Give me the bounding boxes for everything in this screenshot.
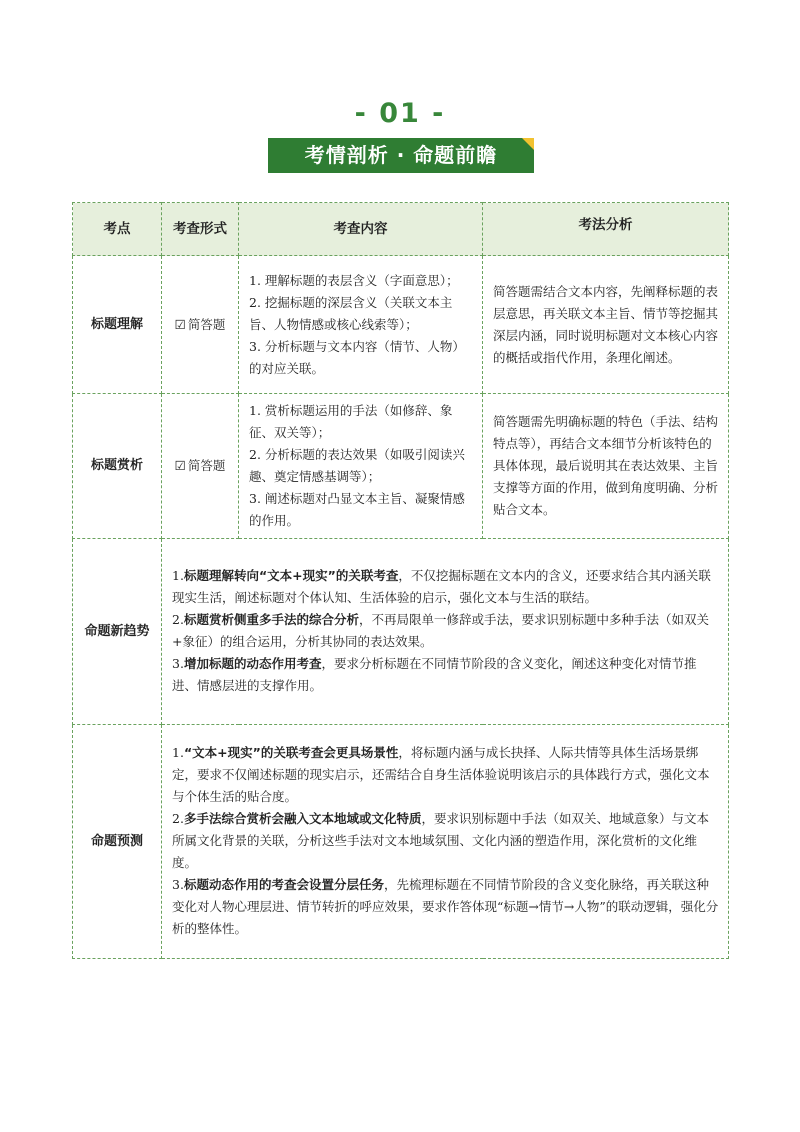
prediction-item: 3.标题动态作用的考查会设置分层任务，先梳理标题在不同情节阶段的含义变化脉络，再关联这种变化对人物心理层进、情节转折的呼应效果，要求作答体现“标题→情节→人物”的联动逻辑，强化分析的整体性。 xyxy=(172,876,719,936)
content-item: 2. 挖掘标题的深层含义（关联文本主旨、人物情感或核心线索等）； xyxy=(249,294,453,332)
section-number: - 01 - xyxy=(354,98,446,129)
banner-corner-decoration xyxy=(522,138,534,150)
topic-cell: 标题赏析 xyxy=(73,394,162,539)
content-cell xyxy=(239,394,483,539)
banner-title: 考情剖析 · 命题前瞻 xyxy=(304,143,498,167)
form-cell xyxy=(162,256,239,394)
analysis-cell: 简答题需先明确标题的特色（手法、结构特点等），再结合文本细节分析该特色的具体体现，最后说明其在表达效果、主旨支撑等方面的作用，做到角度明确、分析贴合文本。 xyxy=(483,394,729,539)
trend-row xyxy=(73,539,729,725)
trend-item: 1.标题理解转向“文本+现实”的关联考查，不仅挖掘标题在文本内的含义，还要求结合其内涵关联现实生活，阐述标题对个体认知、生活体验的启示，强化文本与生活的联结。 xyxy=(172,567,711,605)
content-item: 2. 分析标题的表达效果（如吸引阅读兴趣、奠定情感基调等）； xyxy=(249,447,465,484)
table-header-row xyxy=(73,203,729,256)
prediction-item: 1.“文本+现实”的关联考查会更具场景性，将标题内涵与成长抉择、人际共情等具体生活场景绑定，要求不仅阐述标题的现实启示，还需结合自身生活体验说明该启示的具体践行方式，强化文本与个体生活的贴合度。 xyxy=(172,744,710,804)
content-item: 3. 阐述标题对凸显文本主旨、凝聚情感的作用。 xyxy=(249,491,465,528)
checkbox-checked-icon: ☑ xyxy=(174,316,186,332)
trend-item: 3.增加标题的动态作用考查，要求分析标题在不同情节阶段的含义变化，阐述这种变化对情节推进、情感层进的支撑作用。 xyxy=(172,655,697,693)
checkbox-checked-icon: ☑ xyxy=(174,458,186,473)
prediction-row xyxy=(73,725,729,959)
content-item: 3. 分析标题与文本内容（情节、人物）的对应关联。 xyxy=(249,338,465,376)
content-item: 1. 赏析标题运用的手法（如修辞、象征、双关等）； xyxy=(249,403,453,440)
analysis-cell: 简答题需结合文本内容，先阐释标题的表层意思，再关联文本主旨、情节等挖掘其深层内涵，同时说明标题对文本核心内容的概括或指代作用，条理化阐述。 xyxy=(483,256,729,394)
trend-item: 2.标题赏析侧重多手法的综合分析，不再局限单一修辞或手法，要求识别标题中多种手法（如双关+象征）的组合运用，分析其协同的表达效果。 xyxy=(172,611,709,649)
prediction-label: 命题预测 xyxy=(73,725,162,959)
header-form: 考查形式 xyxy=(162,203,239,256)
content-item: 1. 理解标题的表层含义（字面意思）； xyxy=(249,272,459,288)
header-topic: 考点 xyxy=(73,203,162,256)
prediction-content xyxy=(162,725,729,959)
form-cell xyxy=(162,394,239,539)
form-label: 简答题 xyxy=(187,316,226,332)
prediction-item: 2.多手法综合赏析会融入文本地域或文化特质，要求识别标题中手法（如双关、地域意象）与文本所属文化背景的关联，分析这些手法对文本地域氛围、文化内涵的塑造作用，深化赏析的文化维度。 xyxy=(172,810,709,870)
form-label: 简答题 xyxy=(187,458,226,473)
table-row xyxy=(73,256,729,394)
header-content: 考查内容 xyxy=(239,203,483,256)
topic-cell: 标题理解 xyxy=(73,256,162,394)
exam-analysis-table xyxy=(72,202,729,959)
trend-content xyxy=(162,539,729,725)
section-banner xyxy=(268,138,534,173)
header-analysis: 考法分析 xyxy=(483,203,729,256)
table-row xyxy=(73,394,729,539)
trend-label: 命题新趋势 xyxy=(73,539,162,725)
content-cell xyxy=(239,256,483,394)
